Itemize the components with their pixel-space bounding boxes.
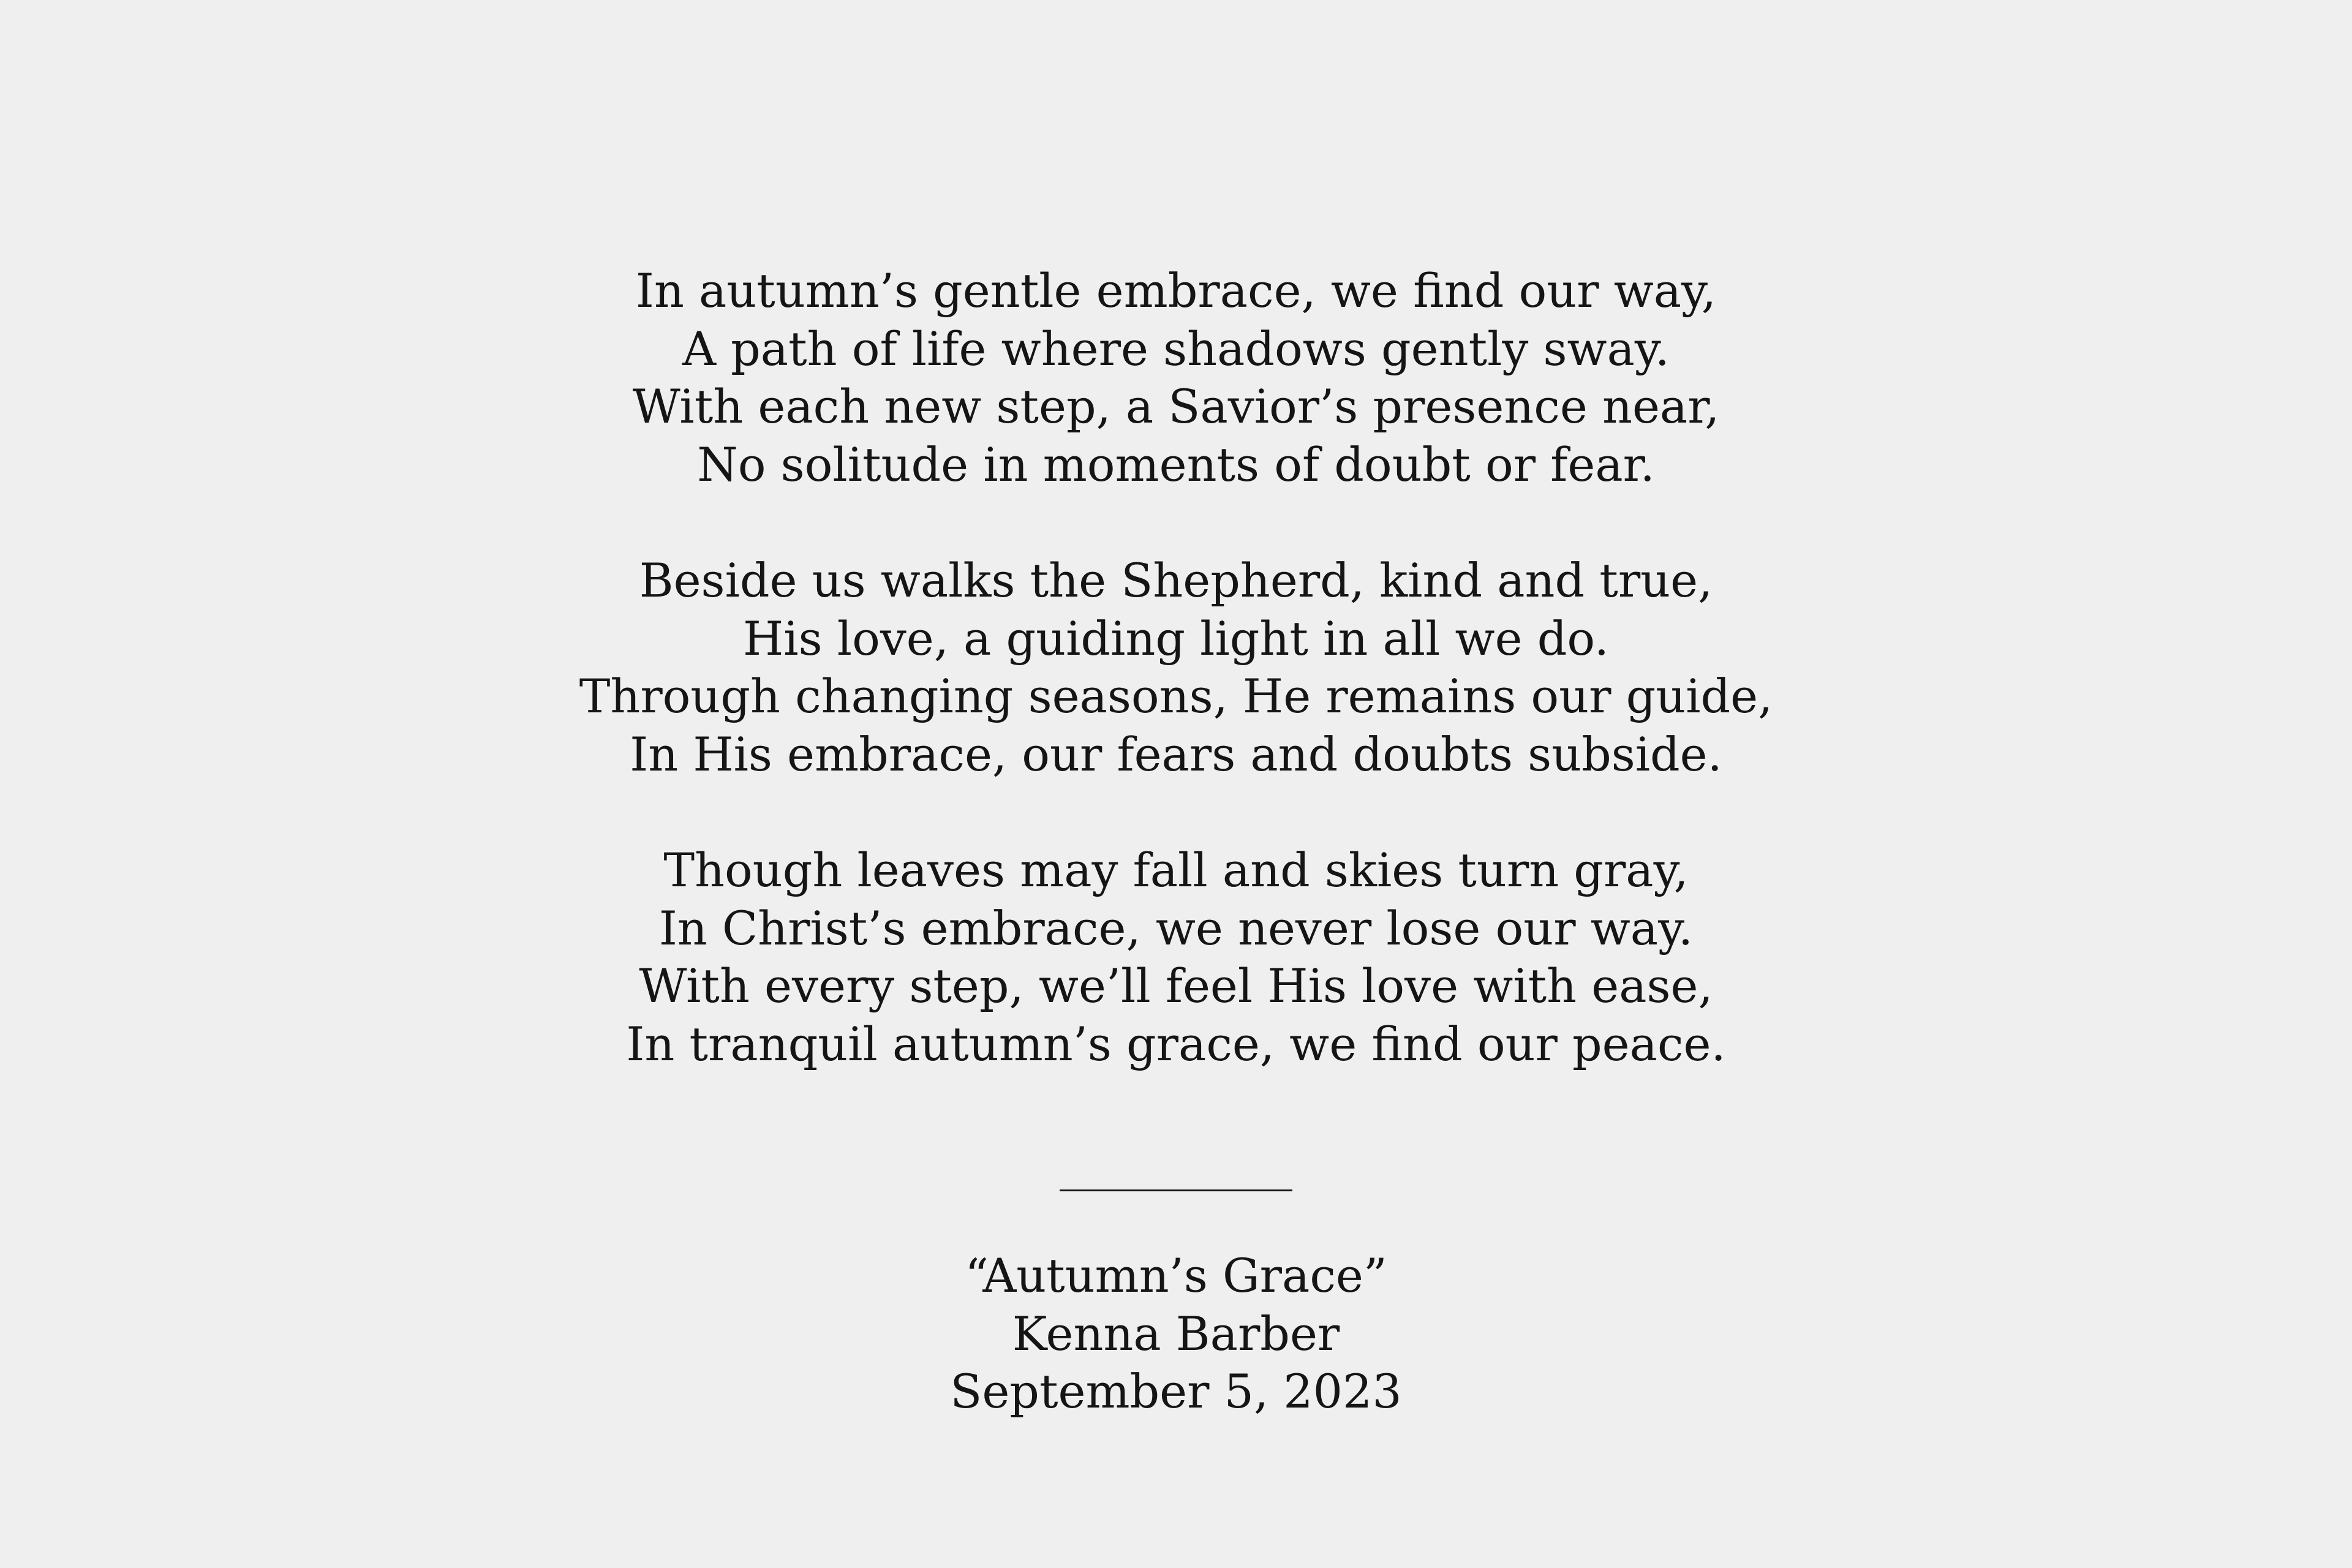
poem-line: No solitude in moments of doubt or fear.	[697, 437, 1655, 492]
poem-line: In Christ’s embrace, we never lose our way.	[658, 900, 1694, 956]
poem-line: A path of life where shadows gently sway.	[682, 321, 1670, 376]
poem-body	[0, 262, 2352, 1073]
poem-line: In tranquil autumn’s grace, we find our peace.	[626, 1016, 1726, 1071]
poem-line: Though leaves may fall and skies turn gray,	[663, 842, 1689, 897]
poem-signature	[0, 1247, 2352, 1421]
poem-title: “Autumn’s Grace”	[965, 1248, 1387, 1303]
poem-line: Through changing seasons, He remains our guide,	[579, 669, 1773, 724]
poem-line: With every step, we’ll feel His love with ease,	[639, 959, 1713, 1014]
poem-line: In His embrace, our fears and doubts subside.	[630, 726, 1722, 782]
poem-line: His love, a guiding light in all we do.	[743, 611, 1609, 666]
poem-line: Beside us walks the Shepherd, kind and true,	[639, 552, 1713, 608]
stanza-3	[0, 842, 2352, 1073]
stanza-1	[0, 262, 2352, 494]
stanza-2	[0, 552, 2352, 783]
poem-date: September 5, 2023	[950, 1364, 1402, 1419]
poem-line: With each new step, a Savior’s presence near,	[632, 379, 1720, 434]
poem-line: In autumn’s gentle embrace, we find our way,	[635, 263, 1717, 318]
separator-line: __________	[1060, 1137, 1292, 1191]
author-name: Kenna Barber	[1012, 1306, 1340, 1361]
